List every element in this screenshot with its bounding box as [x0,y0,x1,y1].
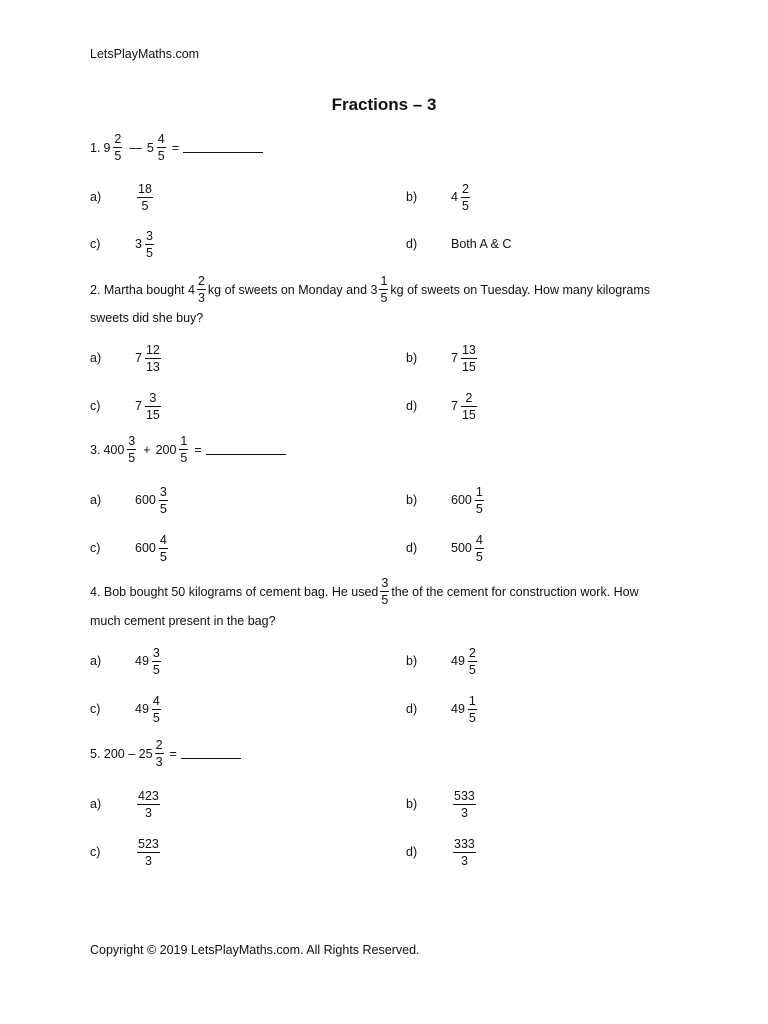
operator: — [129,140,142,155]
fraction: $\frac{3}{5}$ [128,434,136,465]
option-value: 4 $\frac{2}{5}$ [451,181,469,213]
option-label: a) [90,797,102,811]
option-label: c) [90,541,101,555]
question-text-line2: sweets did she buy? [90,311,204,325]
question-3 [90,434,286,465]
option-label: d) [406,237,418,251]
option-label: c) [90,399,101,413]
copyright-footer: Copyright © 2019 LetsPlayMaths.com. All Rights Reserved. [90,943,420,957]
question-number: 1. [90,140,101,155]
option-label: c) [90,702,101,716]
option-value: 7 $\frac{2}{15}$ [451,390,476,422]
option-label: b) [406,190,418,204]
fraction: $\frac{3}{5}$ [381,576,389,607]
option-label: b) [406,797,418,811]
option-label: b) [406,654,418,668]
equals-sign: = [169,746,177,761]
option-label: d) [406,702,418,716]
option-value: 500 $\frac{4}{5}$ [451,532,483,564]
option-value: 3 $\frac{3}{5}$ [135,228,153,260]
answer-blank [183,142,263,153]
option-label: d) [406,845,418,859]
question-text: the of the cement for construction work. How [391,584,639,599]
option-value: Both A & C [451,237,512,251]
site-header: LetsPlayMaths.com [90,47,200,61]
option-value: $\frac{18}{5}$ [138,181,152,213]
option-value: 600 $\frac{4}{5}$ [135,532,167,564]
question-number: 3. [90,442,101,457]
fraction: $\frac{1}{5}$ [380,274,388,305]
equals-sign: = [194,442,202,457]
option-value: 7 $\frac{3}{15}$ [135,390,160,422]
option-value: $\frac{333}{3}$ [454,836,475,868]
page-title: Fractions – 3 [331,95,437,114]
question-text: kg of sweets on Tuesday. How many kilograms [390,282,651,297]
question-text: 2. Martha bought 4 [90,282,195,297]
option-value: $\frac{523}{3}$ [138,836,159,868]
mixed-whole: 200 [155,442,177,457]
question-2 [90,274,650,305]
mixed-whole: 5 [146,140,154,155]
option-label: c) [90,845,101,859]
option-value: 7 $\frac{12}{13}$ [135,342,160,374]
question-text: 5. 200 – 25 [90,746,153,761]
option-value: 49 $\frac{4}{5}$ [135,693,160,725]
fraction: $\frac{1}{5}$ [180,434,188,465]
mixed-whole: 400 [103,442,125,457]
question-text: kg of sweets on Monday and 3 [207,282,378,297]
option-value: 49 $\frac{2}{5}$ [451,645,476,677]
question-text-line2: much cement present in the bag? [90,614,276,628]
option-value: 49 $\frac{3}{5}$ [135,645,160,677]
option-value: $\frac{533}{3}$ [454,788,475,820]
option-value: 600 $\frac{1}{5}$ [451,484,483,516]
option-label: a) [90,351,102,365]
question-text: 4. Bob bought 50 kilograms of cement bag. He used [90,584,379,599]
fraction: $\frac{2}{5}$ [114,132,122,163]
option-value: $\frac{423}{3}$ [138,788,159,820]
operator: + [143,442,151,457]
option-label: b) [406,493,418,507]
fraction: $\frac{4}{5}$ [157,132,165,163]
answer-blank [206,444,286,455]
fraction: $\frac{2}{3}$ [197,274,205,305]
equals-sign: = [171,140,180,155]
option-label: d) [406,399,418,413]
option-label: c) [90,237,101,251]
option-label: a) [90,190,102,204]
question-4 [90,576,639,607]
mixed-whole: 9 [103,140,111,155]
question-5 [90,738,241,769]
option-label: a) [90,493,102,507]
option-label: b) [406,351,418,365]
option-value: 600 $\frac{3}{5}$ [135,484,167,516]
option-value: 49 $\frac{1}{5}$ [451,693,476,725]
question-1 [90,132,263,163]
fraction: $\frac{2}{3}$ [155,738,163,769]
option-value: 7 $\frac{13}{15}$ [451,342,476,374]
answer-blank [181,748,241,759]
option-label: d) [406,541,418,555]
option-label: a) [90,654,102,668]
